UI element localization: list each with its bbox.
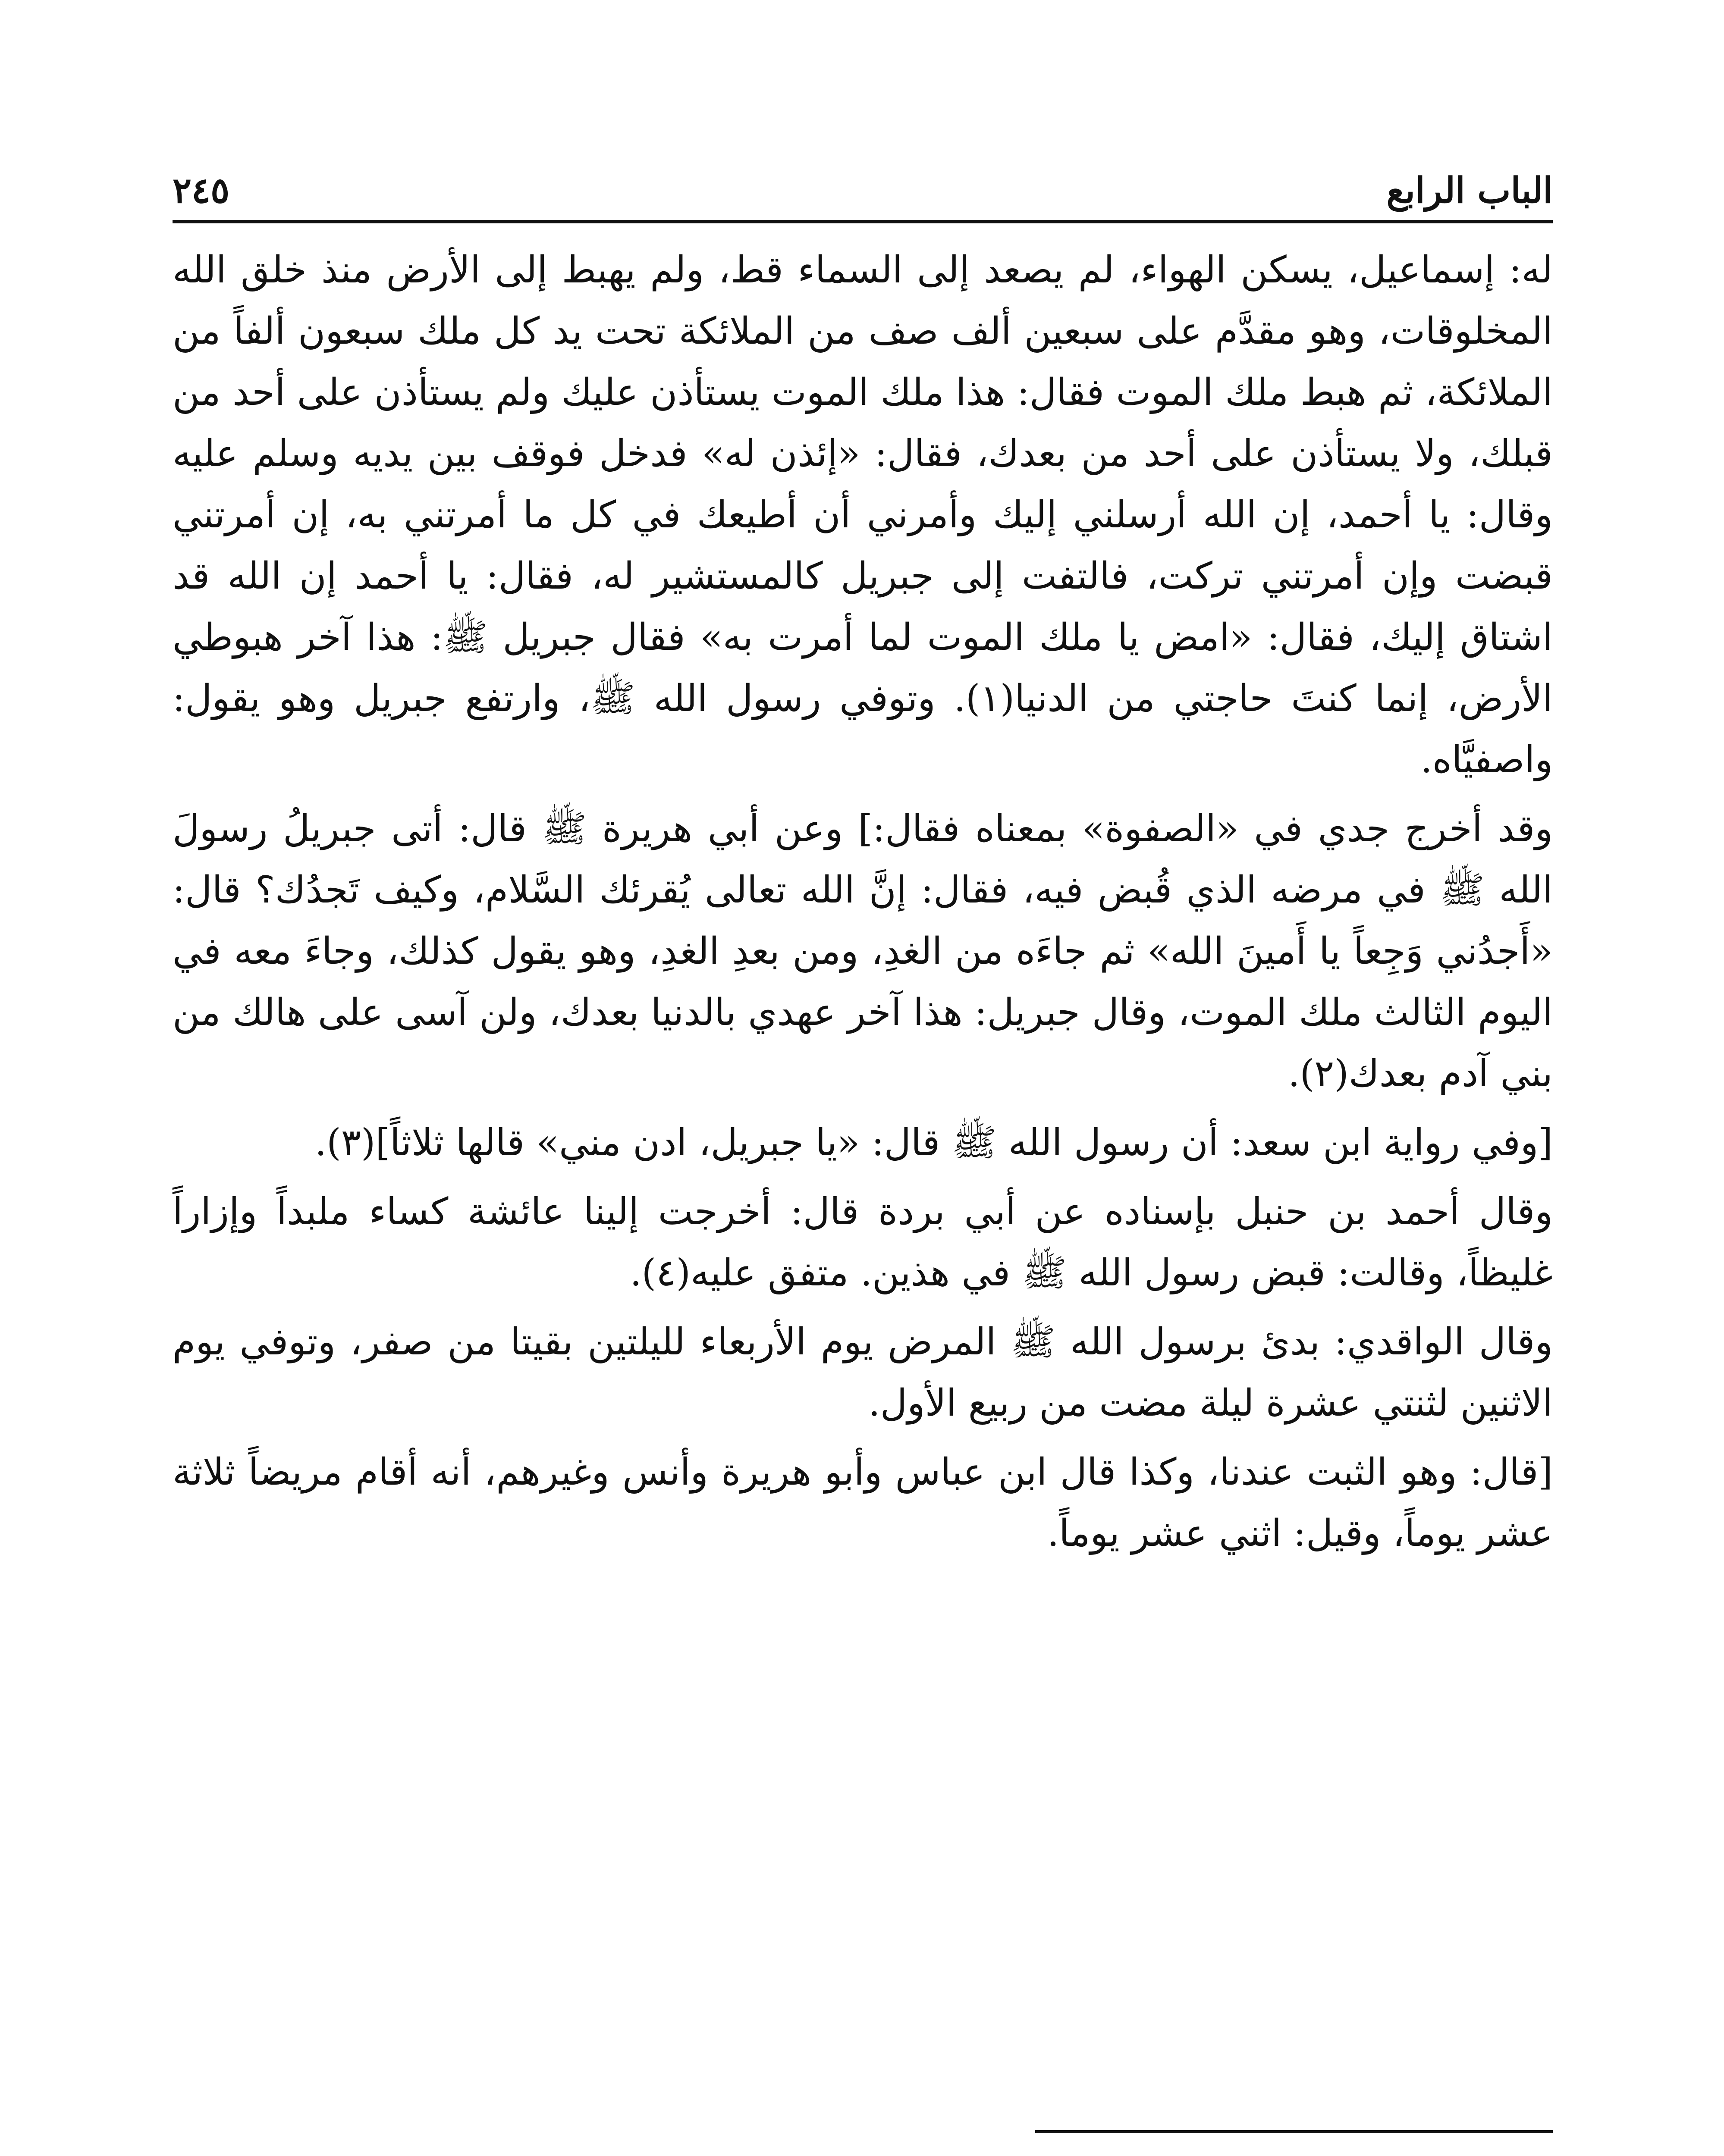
book-page — [173, 129, 1553, 2156]
footnotes — [173, 2147, 1553, 2156]
header-divider — [173, 220, 1553, 223]
paragraph: [وفي رواية ابن سعد: أن رسول الله ﷺ قال: «يا جبريل، ادن مني» قالها ثلاثاً](٣). — [314, 1121, 1553, 1164]
chapter-title: الباب الرابع — [1386, 170, 1553, 211]
paragraph: [قال: وهو الثبت عندنا، وكذا قال ابن عباس وأبو هريرة وأنس وغيرهم، أنه أقام مريضاً ثلاثة عشر يوماً، وقيل: اثني عشر يوماً. — [173, 1451, 1553, 1555]
paragraph: وقال أحمد بن حنبل بإسناده عن أبي بردة قال: أخرجت إلينا عائشة كساء ملبداً وإزاراً غليظاً، وقالت: قبض رسول الله ﷺ في هذين. متفق عليه(٤). — [173, 1190, 1553, 1294]
main-text — [173, 239, 1553, 1564]
page-header — [173, 147, 1553, 211]
paragraph: له: إسماعيل، يسكن الهواء، لم يصعد إلى السماء قط، ولم يهبط إلى الأرض منذ خلق الله المخلوقات، وهو مقدَّم على سبعين ألف صف من الملائكة تحت يد كل ملك سبعون ألفاً من الملائكة، ثم هبط ملك الموت فقال: هذا ملك الموت يستأذن عليك ولم يستأذن على أحد من قبلك، ولا يستأذن على أحد من بعدك، فقال: «إئذن له» فدخل فوقف بين يديه وسلم عليه وقال: يا أحمد، إن الله أرسلني إليك وأمرني أن أطيعك في كل ما أمرتني به، إن أمرتني قبضت وإن أمرتني تركت، فالتفت إلى جبريل كالمستشير له، فقال: يا أحمد إن الله قد اشتاق إليك، فقال: «امض يا ملك الموت لما أمرت به» فقال جبريل ﷺ: هذا آخر هبوطي الأرض، إنما كنتَ حاجتي من الدنيا(١). وتوفي رسول الله ﷺ، وارتفع جبريل وهو يقول: واصفيَّاه. — [173, 248, 1553, 781]
page-number: ٢٤٥ — [173, 170, 230, 211]
footnote-divider — [1035, 2130, 1553, 2133]
paragraph: وقال الواقدي: بدئ برسول الله ﷺ المرض يوم الأربعاء لليلتين بقيتا من صفر، وتوفي يوم الاثنين لثنتي عشرة ليلة مضت من ربيع الأول. — [173, 1320, 1553, 1425]
paragraph: وقد أخرج جدي في «الصفوة» بمعناه فقال:] وعن أبي هريرة ﷺ قال: أتى جبريلُ رسولَ الله ﷺ في مرضه الذي قُبض فيه، فقال: إنَّ الله تعالى يُقرئك السَّلام، وكيف تَجدُك؟ قال: «أَجدُني وَجِعاً يا أَمينَ الله» ثم جاءَه من الغدِ، ومن بعدِ الغدِ، وهو يقول كذلك، وجاءَ معه في اليوم الثالث ملك الموت، وقال جبريل: هذا آخر عهدي بالدنيا بعدك، ولن آسى على هالك من بني آدم بعدك(٢). — [173, 807, 1553, 1095]
footnote — [173, 2147, 1553, 2156]
